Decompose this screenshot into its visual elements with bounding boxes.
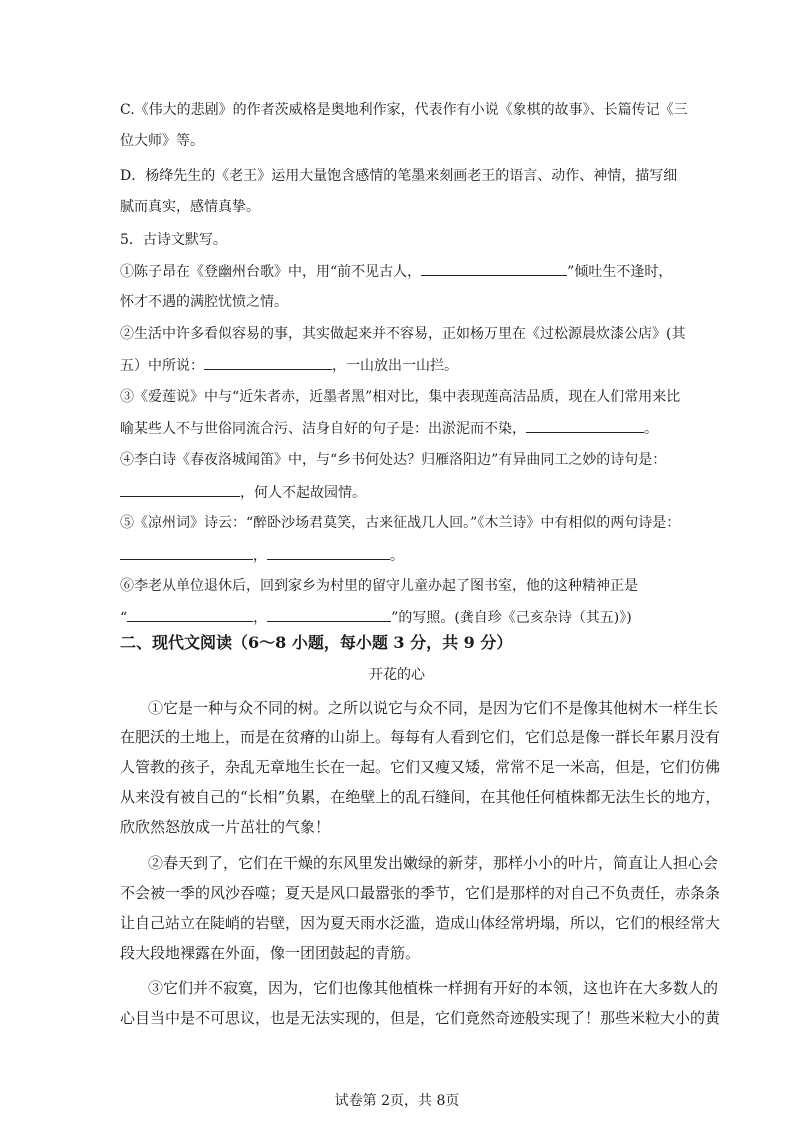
item-5-text-c: 。 [390, 548, 404, 564]
item-5-text-b: ， [253, 548, 267, 564]
article-p1-line-1: ①它是一种与众不同的树。之所以说它与众不同，是因为它们不是像其他树木一样生长 [148, 699, 719, 717]
option-d-line-1: D．杨绛先生的《老王》运用大量饱含感情的笔墨来刻画老王的语言、动作、神情，描写细 [120, 168, 678, 184]
article-p2-line-4: 段大段地裸露在外面，像一团团鼓起的青筋。 [120, 944, 421, 962]
answer-blank-5b[interactable] [267, 545, 390, 560]
option-c-line-1: C.《伟大的悲剧》的作者茨威格是奥地利作家，代表作有小说《象棋的故事》、长篇传记《三 [120, 102, 688, 118]
item-3-line-1: ③《爱莲说》中与“近朱者赤，近墨者黑”相对比，集中表现莲高洁品质，现在人们常用来比 [120, 389, 681, 405]
answer-blank-6b[interactable] [267, 607, 391, 622]
item-2-line-2 [120, 355, 458, 376]
article-p1-line-2: 在肥沃的土地上，而是在贫瘠的山峁上。每每有人看到它们，它们总是像一群长年累月没有 [120, 728, 721, 746]
item-4-line-1: ④李白诗《春夜洛城闻笛》中，与“乡书何处达？归雁洛阳边”有异曲同工之妙的诗句是： [120, 452, 667, 468]
item-4-text-b: ，何人不起故园情。 [240, 485, 366, 501]
section-2-heading: 二、现代文阅读（6～8 小题，每小题 3 分，共 9 分） [120, 633, 513, 652]
option-d-line-2: 腻而真实，感情真挚。 [120, 199, 260, 215]
article-p1-line-5: 欣欣然怒放成一片茁壮的气象！ [120, 818, 331, 836]
article-p3-line-2: 心目当中是不可思议，也是无法实现的，但是，它们竟然奇迹般实现了！那些米粒大小的黄 [120, 1009, 721, 1027]
item-3-line-2 [120, 418, 658, 439]
item-2-text-c: ，一山放出一山拦。 [332, 358, 458, 374]
item-1-text-a: ①陈子昂在《登幽州台歌》中，用“前不见古人， [120, 264, 422, 280]
article-p3-line-1: ③它们并不寂寞，因为，它们也像其他植株一样拥有开好的本领，这也许在大多数人的 [148, 979, 719, 997]
item-6-text-d: ”的写照。(龚自珍《己亥杂诗（其五)》) [391, 610, 632, 626]
article-p1-line-4: 从来没有被自己的“长相”负累，在绝壁上的乱石缝间，在其他任何植株都无法生长的地方， [120, 788, 721, 806]
article-p2-line-1: ②春天到了，它们在干燥的东风里发出嫩绿的新芽，那样小小的叶片，简直让人担心会 [148, 854, 719, 872]
item-1-text-b: ”倾吐生不逢时， [567, 264, 673, 280]
article-p2-line-3: 让自己站立在陡峭的岩壁，因为夏天雨水泛滥，造成山体经常坍塌，所以，它们的根经常大 [120, 914, 721, 932]
item-5-line-1: ⑤《凉州词》诗云：“醉卧沙场君莫笑，古来征战几人回。”《木兰诗》中有相似的两句诗是： [120, 515, 681, 531]
article-title: 开花的心 [369, 667, 425, 683]
article-p1-line-3: 人管教的孩子，杂乱无章地生长在一起。它们又瘦又矮，常常不足一米高，但是，它们仿佛 [120, 758, 721, 776]
item-3-text-b: 喻某些人不与世俗同流合污、洁身自好的句子是：出淤泥而不染， [120, 421, 526, 437]
item-6-text-c: ， [253, 610, 268, 626]
answer-blank-2[interactable] [204, 355, 332, 370]
item-6-line-1: ⑥李老从单位退休后，回到家乡为村里的留守儿童办起了图书室，他的这种精神正是 [120, 578, 638, 594]
item-6-line-2 [120, 607, 632, 628]
answer-blank-6a[interactable] [127, 607, 253, 622]
page-footer: 试卷第 2页，共 8页 [334, 1093, 460, 1109]
answer-blank-3[interactable] [526, 418, 644, 433]
question-5-title: 5．古诗文默写。 [120, 232, 227, 248]
answer-blank-1[interactable] [421, 261, 567, 276]
answer-blank-4[interactable] [120, 482, 240, 497]
item-1-line-2: 怀才不遇的满腔忧愤之情。 [120, 294, 288, 310]
item-3-text-c: 。 [644, 421, 658, 437]
item-2-text-b: 五）中所说： [120, 358, 204, 374]
item-4-line-2 [120, 482, 366, 503]
answer-blank-5a[interactable] [120, 545, 253, 560]
item-6-text-b: “ [120, 610, 128, 626]
option-c-line-2: 位大师》等。 [120, 133, 204, 149]
item-5-line-2 [120, 545, 404, 566]
article-p2-line-2: 不会被一季的风沙吞噬；夏天是风口最嚣张的季节，它们是那样的对自己不负责任，赤条条 [120, 884, 721, 902]
item-1-line-1 [120, 261, 672, 282]
item-2-line-1: ②生活中许多看似容易的事，其实做起来并不容易，正如杨万里在《过松源晨炊漆公店》(其 [120, 326, 686, 342]
